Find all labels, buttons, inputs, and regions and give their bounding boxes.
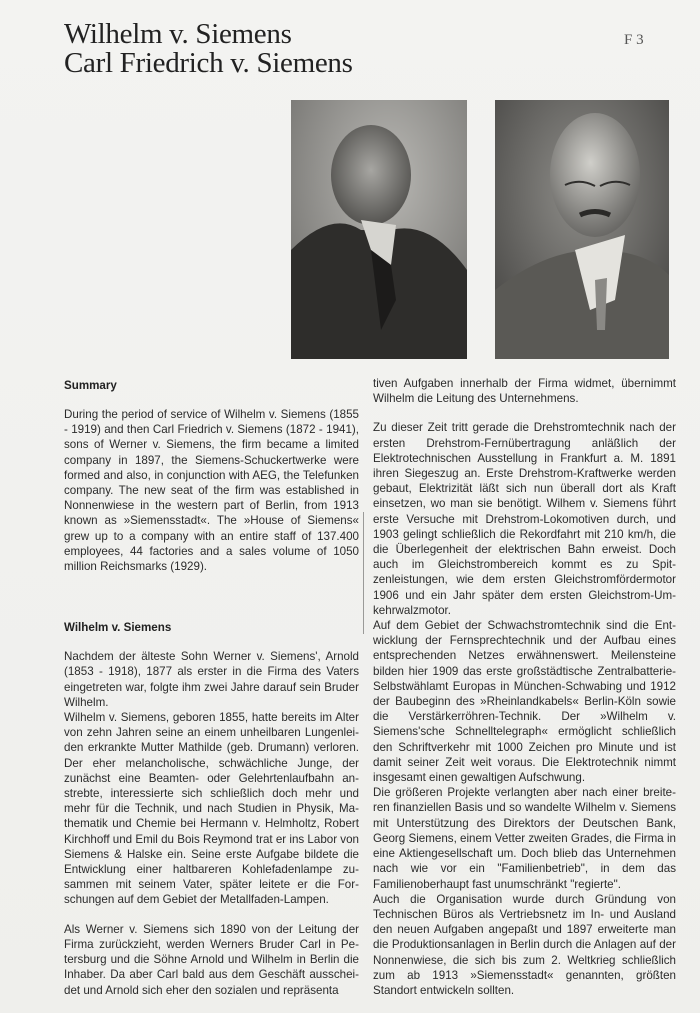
title-line-wilhelm: Wilhelm v. Siemens (64, 18, 292, 50)
portrait-carl-friedrich-image (495, 100, 669, 359)
portrait-wilhelm (291, 100, 467, 359)
column-divider (363, 512, 364, 634)
portrait-wilhelm-image (291, 100, 467, 359)
section-heading-wilhelm: Wilhelm v. Siemens (64, 621, 172, 635)
right-paragraph: Auf dem Gebiet der Schwachstromtechnik sind die Entwicklung der Fernsprechtechnik und der Aufbau eines entsprechenden Netzes erwähnenswert. Meilensteine bilden hier 1909 das erste großstädtische Zentralbatterie-Selbstwählamt Europas in München-Schwabing und 1912 der Baubeginn des »Rheinlandkabels« Berlin-Köln sowie die Verstärkerröhren-Technik. Der »Wilhelm v. Siemens'sche Schnelltelegraph« ermöglicht schließlich den Schriftverkehr mit 1000 Zeichen pro Minute und ist damit seiner Zeit weit voraus. Die Elektrotechnik nimmt insgesamt einen gewaltigen Aufschwung. (373, 619, 676, 785)
right-column (373, 376, 676, 998)
summary-heading: Summary (64, 379, 117, 392)
title-line-carl-friedrich: Carl Friedrich v. Siemens (64, 47, 353, 79)
right-paragraph: Die größeren Projekte verlangten aber nach einer breiteren finanziellen Basis und so wandelte Wilhelm v. Siemens mit Unterstützung des Direktors der Deutschen Bank, Georg Siemens, einem Vetter zweiten Grades, die Firma in eine Aktiengesellschaft um. Doch blieb das Unternehmen nach wie vor ein "Familienbetrieb", in dem das Familienoberhaupt fast unumschränkt "regierte". (373, 786, 676, 891)
page-code: F 3 (624, 32, 644, 48)
left-paragraph: Wilhelm v. Siemens, geboren 1855, hatte bereits im Alter von zehn Jahren seine an einem unheilbaren Lungenleiden erkrankte Mutter Mathilde (geb. Drumann) verloren. Der eher melancholische, schwächliche Junge, der zunächst eine Beamten- oder Gelehrtenlaufbahn anstrebte, interessierte sich schließlich doch mehr und mehr für die Technik, und nach Studien in Physik, Mathematik und Chemie bei Hermann v. Helmholtz, Robert Kirchhoff und Emil du Bois Reymond trat er ins Labor von Siemens & Halske ein. Seine erste Aufgabe bildete die Entwicklung einer haltbareren Kohlefadenlampe zusammen mit seinem Vater, später leitete er die Forschungen auf dem Gebiet der Metallfaden-Lampen. (64, 711, 359, 907)
left-column (64, 378, 359, 998)
portrait-carl-friedrich (495, 100, 669, 359)
right-paragraph: Auch die Organisation wurde durch Gründung von Technischen Büros als Vertriebsnetz im In- und Ausland den neuen Aufgaben angepaßt und 1897 erweiterte man die Produktionsanlagen in Berlin durch die Anlagen auf der Nonnenwiese, die sich bis zum 2. Weltkrieg schließlich zum ab 1913 »Siemensstadt« genannten, größten Standort entwickeln sollten. (373, 892, 676, 997)
page-title (64, 20, 353, 78)
summary-text: During the period of service of Wilhelm v. Siemens (1855 - 1919) and then Carl Friedrich v. Siemens (1872 - 1941), sons of Werner v. Siemens, the firm became a limited company in 1897, the Siemens-Schuckertwerke were formed and also, in conjunction with AEG, the Telefunken company. The new seat of the firm was established in Nonnenwiese in the western part of Berlin, from 1913 known as »Siemensstadt«. The »House of Siemens« grew up to a company with an entire staff of 137.400 employees, 44 factories and a sales volume of 1050 million Reichsmarks (1929). (64, 408, 359, 574)
right-paragraph: tiven Aufgaben innerhalb der Firma widmet, übernimmt Wilhelm die Leitung des Unternehmens. (373, 377, 676, 406)
right-paragraph: Zu dieser Zeit tritt gerade die Drehstromtechnik nach der ersten Drehstrom-Fernübertragung anläßlich der Elektrotechnischen Ausstellung in Frankfurt a. M. 1891 ihren Siegeszug an. Erste Drehstrom-Kraftwerke werden gebaut, Elektrizität läßt sich nun überall dort als Kraft einsetzen, wo man sie benötigt. Wilhem v. Siemens führt erste Versuche mit Drehstrom-Lokomotiven durch, und 1903 gelingt schließlich die Rekordfahrt mit 210 km/h, die die Überlegenheit der elektrischen Bahn erweist. Doch auch im Gleichstrombereich kommt es zu Spitzenleistungen, wie dem ersten Gleichstromfördermotor 1906 und ein Jahr später dem ersten Gleichstrom-Umkehrwalzmotor. (373, 421, 676, 617)
left-paragraph: Nachdem der älteste Sohn Werner v. Siemens', Arnold (1853 - 1918), 1877 als erster in die Firma des Vaters eingetreten war, folgte ihm zwei Jahre darauf sein Bruder Wilhelm. (64, 650, 359, 709)
left-paragraph: Als Werner v. Siemens sich 1890 von der Leitung der Firma zurückzieht, werden Werners Bruder Carl in Petersburg und die Söhne Arnold und Wilhelm in Berlin die Inhaber. Da aber Carl bald aus dem Geschäft ausscheidet und Arnold sich eher den sozialen und repräsenta (64, 922, 359, 997)
